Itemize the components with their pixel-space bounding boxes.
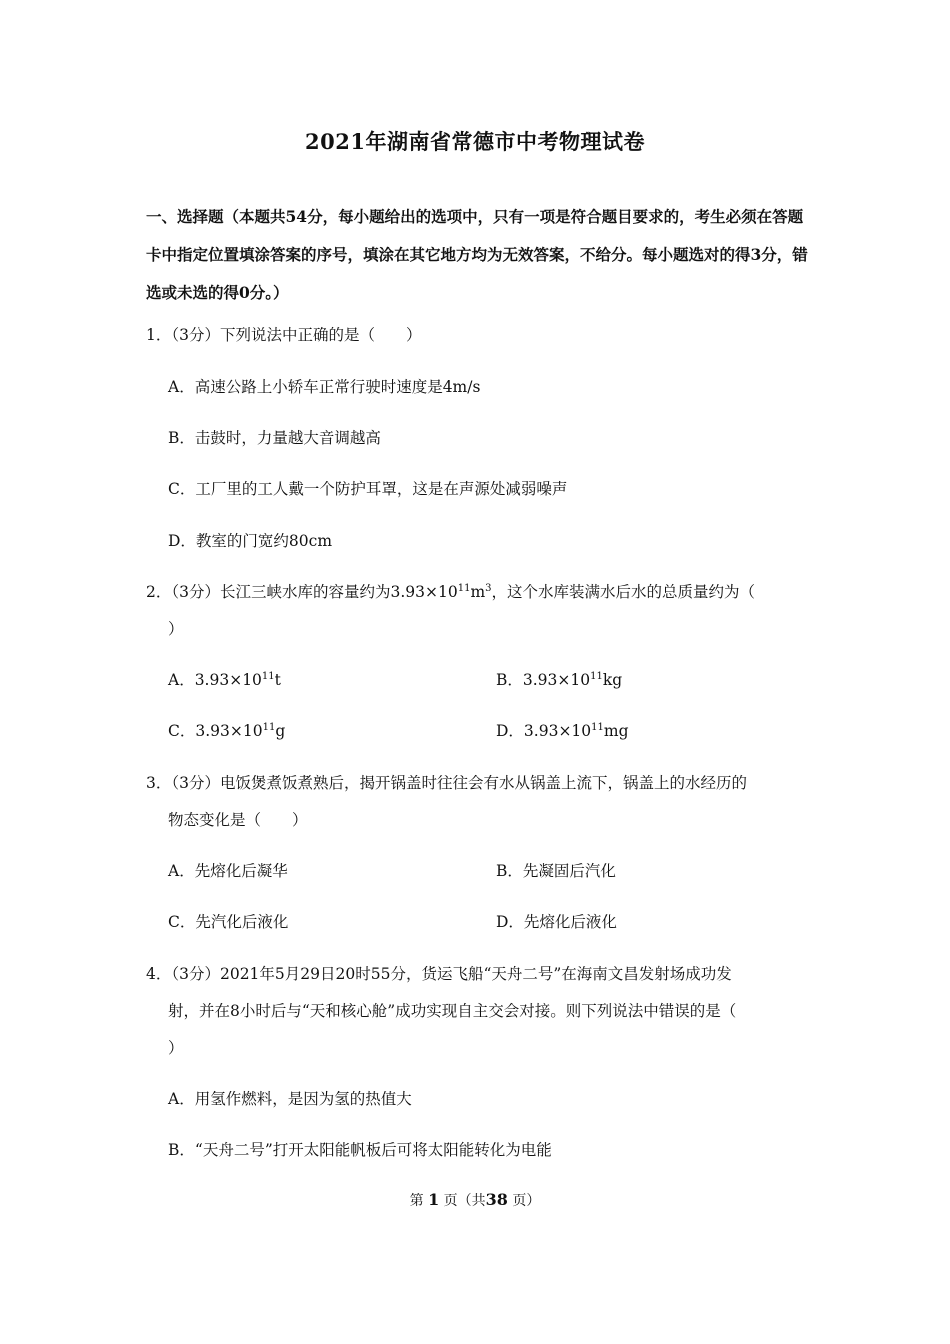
question-3-option-d: D．先熔化后液化 — [496, 913, 617, 931]
question-1-option-d: D．教室的门宽约80cm — [168, 532, 333, 550]
section-heading: 一、选择题（本题共54分，每小题给出的选项中，只有一项是符合题目要求的，考生必须在答题卡中指定位置填涂答案的序号，填涂在其它地方均为无效答案，不给分。每小题选对的得3分，错选或未选的得0分。） — [146, 207, 808, 302]
question-1-option-b: B．击鼓时，力量越大音调越高 — [168, 429, 381, 447]
page-number: 1 — [428, 1190, 440, 1209]
question-3-stem-continued: 物态变化是（ ） — [168, 811, 308, 829]
question-1-stem: 1．（3分）下列说法中正确的是（ ） — [146, 326, 422, 344]
page-footer: 第 1 页（共38 页） — [409, 1190, 541, 1209]
page-title: 2021年湖南省常德市中考物理试卷 — [305, 129, 645, 154]
question-1-option-c: C．工厂里的工人戴一个防护耳罩，这是在声源处减弱噪声 — [168, 480, 568, 498]
question-2-option-d: D．$3.93\times 10^{11}mg$ — [496, 722, 629, 740]
question-2-option-c: C．$3.93\times 10^{11}g$ — [168, 722, 286, 740]
question-2-stem-continued: ） — [168, 620, 184, 638]
page-total: 38 — [485, 1190, 508, 1209]
question-2-stem: 2．（3分）长江三峡水库的容量约为$3.93\times 10^{11}m^3$，这个水库装满水后水的总质量约为（ — [146, 583, 756, 601]
question-4-option-b: B．“天舟二号”打开太阳能帆板后可将太阳能转化为电能 — [168, 1141, 552, 1159]
question-3-stem: 3．（3分）电饭煲煮饭煮熟后，揭开锅盖时往往会有水从锅盖上流下，锅盖上的水经历的 — [146, 774, 747, 792]
question-2-option-b: B．$3.93\times 10^{11}kg$ — [496, 671, 623, 689]
question-2-option-a: A．$3.93\times 10^{11}t$ — [168, 671, 281, 689]
question-4-stem-end: ） — [168, 1039, 184, 1057]
question-4-stem-continued: 射，并在8小时后与“天和核心舱”成功实现自主交会对接。则下列说法中错误的是（ — [168, 1002, 737, 1020]
question-3-option-b: B．先凝固后汽化 — [496, 862, 616, 880]
question-4-option-a: A．用氢作燃料，是因为氢的热值大 — [168, 1090, 412, 1108]
question-4-stem: 4．（3分）2021年5月29日20时55分，货运飞船“天舟二号”在海南文昌发射场成功发 — [146, 965, 732, 983]
question-3-option-c: C．先汽化后液化 — [168, 913, 289, 931]
question-3-option-a: A．先熔化后凝华 — [168, 862, 288, 880]
question-1-option-a: A．高速公路上小轿车正常行驶时速度是4m/s — [168, 378, 481, 396]
